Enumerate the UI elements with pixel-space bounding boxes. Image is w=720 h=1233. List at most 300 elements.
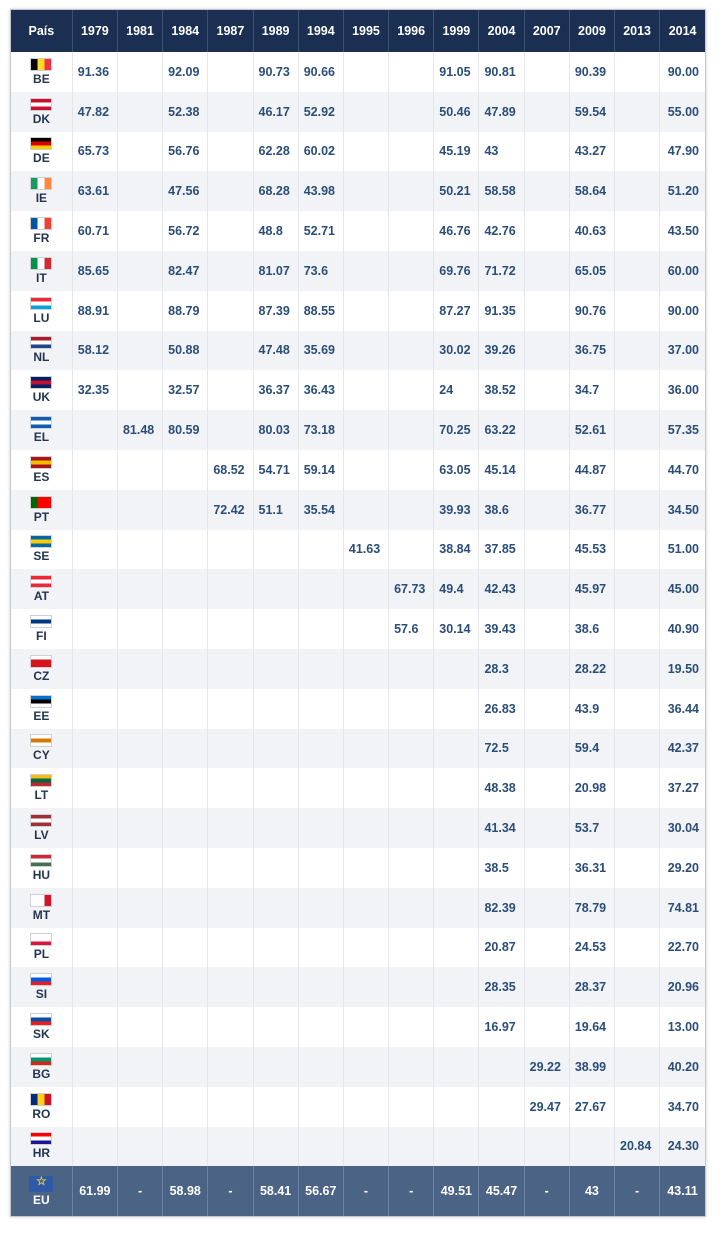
- eu-value-cell: -: [389, 1166, 434, 1216]
- value-cell: [208, 211, 253, 251]
- country-cell: [11, 1127, 72, 1167]
- value-cell: [298, 928, 343, 968]
- country-code: MT: [32, 907, 51, 922]
- value-cell: 52.92: [298, 92, 343, 132]
- value-cell: 50.21: [434, 171, 479, 211]
- value-cell: [343, 331, 388, 371]
- value-cell: [253, 569, 298, 609]
- flag-icon: [30, 257, 52, 270]
- value-cell: [343, 92, 388, 132]
- value-cell: 59.4: [569, 729, 614, 769]
- value-cell: [434, 729, 479, 769]
- value-cell: [117, 888, 162, 928]
- value-cell: [298, 569, 343, 609]
- value-cell: [163, 928, 208, 968]
- value-cell: 56.72: [163, 211, 208, 251]
- value-cell: 58.64: [569, 171, 614, 211]
- value-cell: 36.31: [569, 848, 614, 888]
- value-cell: 53.7: [569, 808, 614, 848]
- value-cell: 29.47: [524, 1087, 569, 1127]
- value-cell: 20.96: [660, 967, 705, 1007]
- flag-icon: [30, 297, 52, 310]
- country-cell: [11, 729, 72, 769]
- value-cell: 59.54: [569, 92, 614, 132]
- value-cell: 19.64: [569, 1007, 614, 1047]
- flag-icon: [30, 496, 52, 509]
- country-cell: [11, 848, 72, 888]
- value-cell: 35.69: [298, 331, 343, 371]
- value-cell: [615, 928, 660, 968]
- value-cell: [117, 808, 162, 848]
- flag-icon: [30, 854, 52, 867]
- value-cell: [208, 251, 253, 291]
- value-cell: [163, 848, 208, 888]
- eu-value-cell: -: [208, 1166, 253, 1216]
- value-cell: 36.44: [660, 689, 705, 729]
- flag-icon: [30, 695, 52, 708]
- value-cell: [253, 967, 298, 1007]
- value-cell: [253, 1047, 298, 1087]
- value-cell: [253, 888, 298, 928]
- value-cell: [117, 609, 162, 649]
- value-cell: [163, 1047, 208, 1087]
- value-cell: [524, 410, 569, 450]
- value-cell: 55.00: [660, 92, 705, 132]
- value-cell: 68.52: [208, 450, 253, 490]
- value-cell: [389, 251, 434, 291]
- value-cell: [117, 370, 162, 410]
- value-cell: 43.98: [298, 171, 343, 211]
- value-cell: 26.83: [479, 689, 524, 729]
- value-cell: [343, 808, 388, 848]
- value-cell: [343, 729, 388, 769]
- value-cell: [343, 848, 388, 888]
- value-cell: [615, 52, 660, 92]
- value-cell: [615, 649, 660, 689]
- country-cell: [11, 768, 72, 808]
- value-cell: [524, 291, 569, 331]
- value-cell: [615, 171, 660, 211]
- value-cell: [524, 171, 569, 211]
- flag-icon: [30, 933, 52, 946]
- value-cell: 38.6: [479, 490, 524, 530]
- table-row: [11, 609, 705, 649]
- value-cell: [208, 410, 253, 450]
- header-year: 1996: [389, 10, 434, 52]
- table-row: [11, 211, 705, 251]
- flag-icon: [30, 217, 52, 230]
- value-cell: [117, 1087, 162, 1127]
- table-row: [11, 808, 705, 848]
- header-country: País: [11, 10, 72, 52]
- value-cell: [117, 211, 162, 251]
- value-cell: [208, 1047, 253, 1087]
- value-cell: 90.39: [569, 52, 614, 92]
- country-cell: [11, 928, 72, 968]
- country-cell: [11, 410, 72, 450]
- value-cell: 38.52: [479, 370, 524, 410]
- value-cell: 57.6: [389, 609, 434, 649]
- header-year: 1987: [208, 10, 253, 52]
- table-row: [11, 649, 705, 689]
- country-code: EL: [33, 430, 50, 445]
- value-cell: [343, 490, 388, 530]
- value-cell: [208, 729, 253, 769]
- country-code: IE: [35, 191, 48, 206]
- country-cell: [11, 1047, 72, 1087]
- country-code: SK: [33, 1027, 50, 1042]
- value-cell: [72, 649, 117, 689]
- value-cell: 71.72: [479, 251, 524, 291]
- country-code: FI: [36, 629, 47, 644]
- table-row: [11, 490, 705, 530]
- eu-flag-icon: [29, 1176, 53, 1192]
- value-cell: 36.75: [569, 331, 614, 371]
- value-cell: [389, 490, 434, 530]
- value-cell: 73.6: [298, 251, 343, 291]
- value-cell: [117, 1007, 162, 1047]
- value-cell: [343, 609, 388, 649]
- value-cell: 39.43: [479, 609, 524, 649]
- value-cell: [117, 848, 162, 888]
- value-cell: 81.48: [117, 410, 162, 450]
- country-code: LU: [33, 310, 50, 325]
- value-cell: [298, 689, 343, 729]
- value-cell: [524, 1007, 569, 1047]
- value-cell: [615, 689, 660, 729]
- value-cell: [208, 1087, 253, 1127]
- value-cell: [389, 1007, 434, 1047]
- value-cell: 20.87: [479, 928, 524, 968]
- country-code: DK: [32, 111, 51, 126]
- value-cell: [615, 1087, 660, 1127]
- value-cell: [72, 1087, 117, 1127]
- header-year: 1989: [253, 10, 298, 52]
- value-cell: 72.5: [479, 729, 524, 769]
- value-cell: 27.67: [569, 1087, 614, 1127]
- value-cell: [163, 490, 208, 530]
- country-cell: [11, 52, 72, 92]
- value-cell: 65.73: [72, 132, 117, 172]
- value-cell: [72, 689, 117, 729]
- value-cell: [208, 1127, 253, 1167]
- header-year: 1984: [163, 10, 208, 52]
- value-cell: [389, 768, 434, 808]
- value-cell: [117, 768, 162, 808]
- value-cell: [253, 1087, 298, 1127]
- value-cell: [389, 1087, 434, 1127]
- eu-value-cell: -: [615, 1166, 660, 1216]
- value-cell: [298, 729, 343, 769]
- value-cell: [524, 251, 569, 291]
- value-cell: 45.53: [569, 530, 614, 570]
- table-row: [11, 291, 705, 331]
- value-cell: [253, 729, 298, 769]
- value-cell: [117, 92, 162, 132]
- country-code: PT: [33, 509, 50, 524]
- value-cell: [117, 928, 162, 968]
- country-code: CY: [33, 748, 50, 763]
- header-year: 1994: [298, 10, 343, 52]
- value-cell: [208, 649, 253, 689]
- flag-icon: [30, 535, 52, 548]
- value-cell: [163, 1007, 208, 1047]
- value-cell: [72, 450, 117, 490]
- value-cell: 67.73: [389, 569, 434, 609]
- country-cell: [11, 609, 72, 649]
- value-cell: [298, 1047, 343, 1087]
- flag-icon: [30, 973, 52, 986]
- country-cell: [11, 649, 72, 689]
- value-cell: 44.70: [660, 450, 705, 490]
- value-cell: 46.17: [253, 92, 298, 132]
- value-cell: 63.61: [72, 171, 117, 211]
- value-cell: [479, 1087, 524, 1127]
- country-cell: [11, 251, 72, 291]
- eu-value-cell: 49.51: [434, 1166, 479, 1216]
- value-cell: [343, 410, 388, 450]
- value-cell: [524, 649, 569, 689]
- eu-value-cell: 61.99: [72, 1166, 117, 1216]
- value-cell: [615, 729, 660, 769]
- country-code: FR: [33, 231, 50, 246]
- eu-value-cell: -: [343, 1166, 388, 1216]
- value-cell: [72, 888, 117, 928]
- header-year: 2004: [479, 10, 524, 52]
- flag-icon: [30, 814, 52, 827]
- value-cell: [343, 370, 388, 410]
- value-cell: 28.37: [569, 967, 614, 1007]
- eu-cell: [11, 1166, 72, 1216]
- value-cell: 49.4: [434, 569, 479, 609]
- value-cell: 58.58: [479, 171, 524, 211]
- flag-icon: [30, 376, 52, 389]
- value-cell: [615, 490, 660, 530]
- value-cell: 38.84: [434, 530, 479, 570]
- value-cell: [524, 609, 569, 649]
- value-cell: 87.39: [253, 291, 298, 331]
- value-cell: 42.43: [479, 569, 524, 609]
- value-cell: [524, 888, 569, 928]
- value-cell: 19.50: [660, 649, 705, 689]
- value-cell: [343, 928, 388, 968]
- value-cell: 45.97: [569, 569, 614, 609]
- value-cell: [524, 768, 569, 808]
- value-cell: [72, 569, 117, 609]
- flag-icon: [30, 1013, 52, 1026]
- country-code: SE: [33, 549, 50, 564]
- table-row: [11, 888, 705, 928]
- value-cell: [389, 370, 434, 410]
- value-cell: [524, 211, 569, 251]
- value-cell: [343, 768, 388, 808]
- value-cell: [615, 530, 660, 570]
- flag-icon: [30, 456, 52, 469]
- value-cell: [434, 967, 479, 1007]
- value-cell: [615, 132, 660, 172]
- header-year: 2007: [524, 10, 569, 52]
- value-cell: 70.25: [434, 410, 479, 450]
- value-cell: [117, 52, 162, 92]
- country-code: CZ: [33, 668, 50, 683]
- flag-icon: [30, 1132, 52, 1145]
- value-cell: 37.85: [479, 530, 524, 570]
- table-row: [11, 251, 705, 291]
- value-cell: 90.73: [253, 52, 298, 92]
- value-cell: 39.93: [434, 490, 479, 530]
- value-cell: [615, 331, 660, 371]
- value-cell: [524, 52, 569, 92]
- value-cell: [524, 729, 569, 769]
- value-cell: [389, 530, 434, 570]
- value-cell: [117, 689, 162, 729]
- value-cell: 40.90: [660, 609, 705, 649]
- value-cell: [389, 171, 434, 211]
- value-cell: 47.48: [253, 331, 298, 371]
- eu-value-cell: 56.67: [298, 1166, 343, 1216]
- country-code: LV: [34, 828, 49, 843]
- flag-icon: [30, 774, 52, 787]
- value-cell: [253, 1007, 298, 1047]
- value-cell: 45.19: [434, 132, 479, 172]
- value-cell: 60.02: [298, 132, 343, 172]
- value-cell: [208, 291, 253, 331]
- value-cell: [298, 808, 343, 848]
- value-cell: 48.38: [479, 768, 524, 808]
- value-cell: [117, 1127, 162, 1167]
- table-row: [11, 768, 705, 808]
- value-cell: [72, 928, 117, 968]
- value-cell: [389, 888, 434, 928]
- value-cell: [253, 768, 298, 808]
- value-cell: 63.05: [434, 450, 479, 490]
- value-cell: [253, 649, 298, 689]
- country-cell: [11, 370, 72, 410]
- value-cell: [389, 729, 434, 769]
- value-cell: 36.37: [253, 370, 298, 410]
- value-cell: [615, 808, 660, 848]
- value-cell: [208, 808, 253, 848]
- value-cell: 29.20: [660, 848, 705, 888]
- value-cell: [343, 888, 388, 928]
- value-cell: 46.76: [434, 211, 479, 251]
- table-row: [11, 1127, 705, 1167]
- value-cell: [163, 967, 208, 1007]
- value-cell: [208, 689, 253, 729]
- value-cell: 38.99: [569, 1047, 614, 1087]
- value-cell: [298, 1127, 343, 1167]
- value-cell: [524, 928, 569, 968]
- value-cell: [72, 768, 117, 808]
- value-cell: [208, 967, 253, 1007]
- value-cell: 74.81: [660, 888, 705, 928]
- eu-value-cell: 43.11: [660, 1166, 705, 1216]
- country-code: HU: [32, 867, 51, 882]
- value-cell: [389, 1047, 434, 1087]
- country-code: NL: [33, 350, 50, 365]
- table-row: [11, 729, 705, 769]
- country-cell: [11, 211, 72, 251]
- value-cell: [72, 530, 117, 570]
- value-cell: 87.27: [434, 291, 479, 331]
- value-cell: [434, 1127, 479, 1167]
- country-cell: [11, 689, 72, 729]
- value-cell: [72, 410, 117, 450]
- value-cell: [615, 1007, 660, 1047]
- value-cell: 38.5: [479, 848, 524, 888]
- value-cell: 68.28: [253, 171, 298, 211]
- value-cell: 47.89: [479, 92, 524, 132]
- value-cell: 42.37: [660, 729, 705, 769]
- value-cell: 88.79: [163, 291, 208, 331]
- eu-value-cell: 45.47: [479, 1166, 524, 1216]
- value-cell: [163, 1127, 208, 1167]
- value-cell: 56.76: [163, 132, 208, 172]
- eu-code: EU: [33, 1192, 50, 1207]
- country-cell: [11, 171, 72, 211]
- value-cell: [253, 808, 298, 848]
- value-cell: [524, 1127, 569, 1167]
- table-row: [11, 1047, 705, 1087]
- table-row: [11, 1087, 705, 1127]
- table-row: [11, 848, 705, 888]
- value-cell: 28.22: [569, 649, 614, 689]
- value-cell: 90.00: [660, 52, 705, 92]
- value-cell: 73.18: [298, 410, 343, 450]
- value-cell: [163, 689, 208, 729]
- value-cell: [163, 569, 208, 609]
- value-cell: 88.91: [72, 291, 117, 331]
- country-code: EE: [33, 708, 50, 723]
- value-cell: [434, 649, 479, 689]
- value-cell: 60.71: [72, 211, 117, 251]
- flag-icon: [30, 1053, 52, 1066]
- value-cell: [253, 530, 298, 570]
- value-cell: [208, 370, 253, 410]
- value-cell: [343, 211, 388, 251]
- country-cell: [11, 569, 72, 609]
- value-cell: [253, 928, 298, 968]
- value-cell: [343, 569, 388, 609]
- value-cell: 41.63: [343, 530, 388, 570]
- value-cell: [389, 450, 434, 490]
- value-cell: [615, 888, 660, 928]
- value-cell: [569, 1127, 614, 1167]
- value-cell: [117, 251, 162, 291]
- value-cell: 69.76: [434, 251, 479, 291]
- value-cell: 47.56: [163, 171, 208, 211]
- value-cell: [343, 171, 388, 211]
- eu-value-cell: 58.41: [253, 1166, 298, 1216]
- value-cell: 60.00: [660, 251, 705, 291]
- flag-icon: [30, 575, 52, 588]
- value-cell: [163, 450, 208, 490]
- value-cell: [389, 1127, 434, 1167]
- value-cell: [524, 569, 569, 609]
- value-cell: 34.50: [660, 490, 705, 530]
- value-cell: 57.35: [660, 410, 705, 450]
- value-cell: [524, 132, 569, 172]
- value-cell: 13.00: [660, 1007, 705, 1047]
- table-row: [11, 171, 705, 211]
- value-cell: 82.47: [163, 251, 208, 291]
- value-cell: [389, 649, 434, 689]
- value-cell: [72, 967, 117, 1007]
- value-cell: 72.42: [208, 490, 253, 530]
- value-cell: [343, 689, 388, 729]
- value-cell: 40.20: [660, 1047, 705, 1087]
- value-cell: 90.81: [479, 52, 524, 92]
